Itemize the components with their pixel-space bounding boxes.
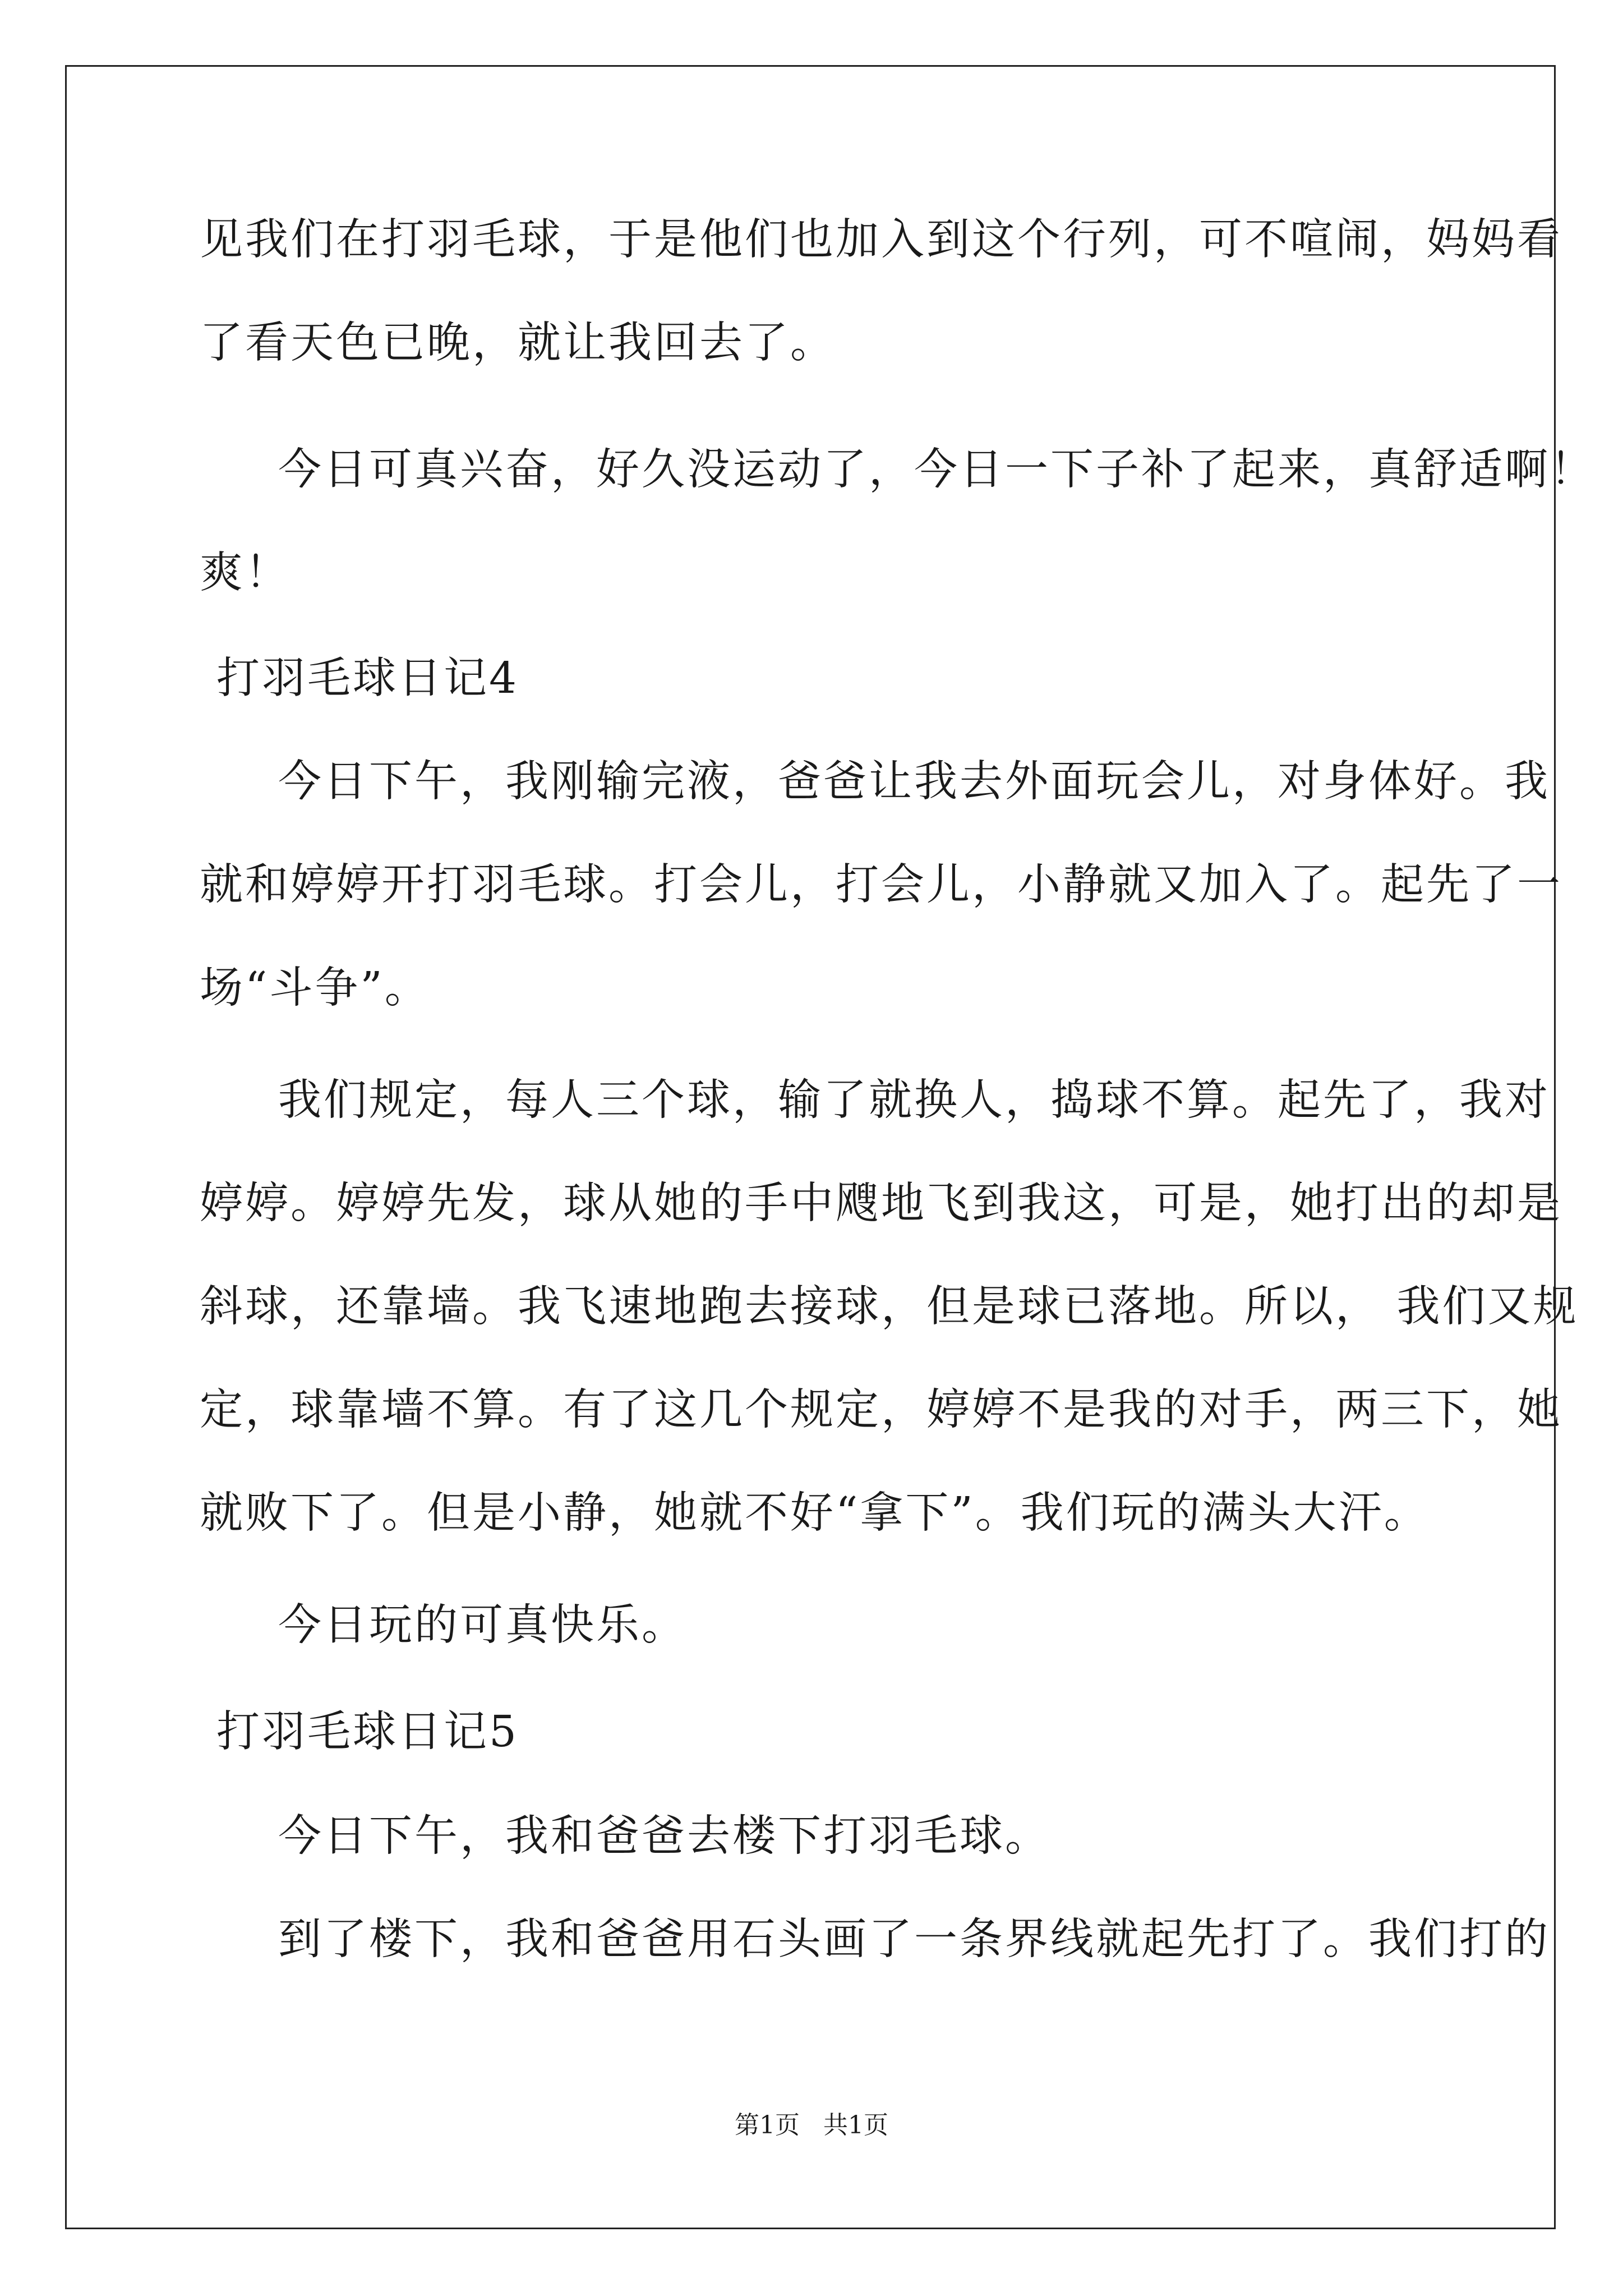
page-number-footer: 第1页 共1页 <box>735 2111 888 2139</box>
paragraph-line: 今日下午，我和爸爸去楼下打羽毛球。 <box>278 1811 1050 1861</box>
paragraph-line: 到了楼下，我和爸爸用石头画了一条界线就起先打了。我们打的 <box>278 1915 1550 1964</box>
text-line: 斜球，还靠墙。我飞速地跑去接球，但是球已落地。所以， 我们又规 <box>200 1282 1579 1332</box>
section-heading: 打羽毛球日记4 <box>216 654 519 703</box>
text-line: 见我们在打羽毛球，于是他们也加入到这个行列，可不喧闹，妈妈看 <box>200 215 1562 265</box>
paragraph-line: 我们规定，每人三个球，输了就换人，捣球不算。起先了，我对 <box>278 1075 1550 1125</box>
text-line: 场“斗争”。 <box>200 963 430 1013</box>
text-line: 婷婷。婷婷先发，球从她的手中飕地飞到我这，可是，她打出的却是 <box>200 1179 1562 1228</box>
text-line: 爽！ <box>200 548 291 598</box>
page-border <box>65 65 1556 2229</box>
paragraph-line: 今日可真兴奋，好久没运动了，今日一下子补了起来，真舒适啊！ <box>278 445 1596 495</box>
text-line: 定，球靠墙不算。有了这几个规定，婷婷不是我的对手，两三下，她 <box>200 1385 1562 1435</box>
paragraph-line: 今日玩的可真快乐。 <box>278 1600 687 1650</box>
text-line: 就和婷婷开打羽毛球。打会儿，打会儿，小静就又加入了。起先了一 <box>200 860 1562 910</box>
section-heading: 打羽毛球日记5 <box>216 1707 519 1757</box>
paragraph-line: 今日下午，我刚输完液，爸爸让我去外面玩会儿，对身体好。我 <box>278 757 1550 807</box>
text-line: 就败下了。但是小静，她就不好“拿下”。我们玩的满头大汗。 <box>200 1488 1430 1538</box>
text-line: 了看天色已晚，就让我回去了。 <box>200 318 836 368</box>
